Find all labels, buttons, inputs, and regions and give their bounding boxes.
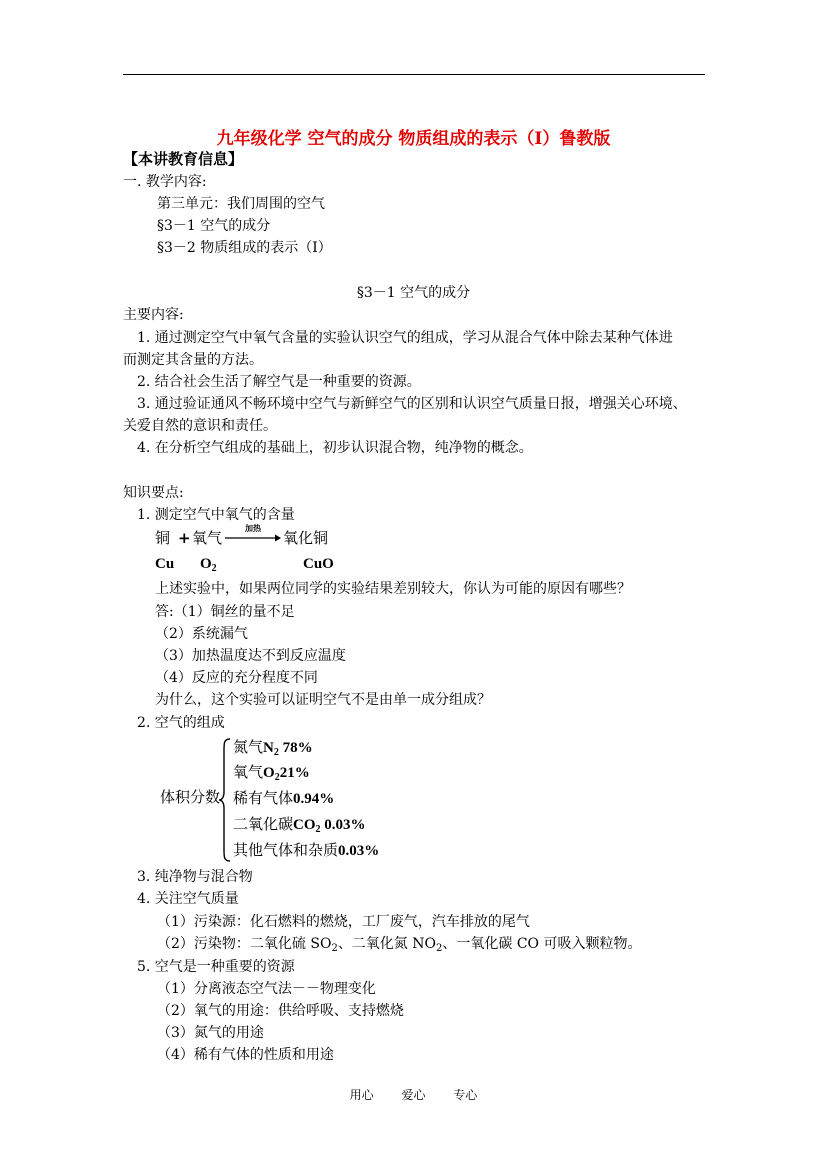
- volume-fraction-label: 体积分数: [160, 788, 221, 806]
- main-item-4: 4. 在分析空气组成的基础上，初步认识混合物，纯净物的概念。: [137, 440, 533, 456]
- main-item-1b: 而测定其含量的方法。: [123, 352, 263, 368]
- answer-1: 答:（1）铜丝的量不足: [155, 604, 295, 620]
- question-1: 上述实验中，如果两位同学的实验结果差别较大，你认为可能的原因有哪些？: [155, 581, 631, 597]
- main-item-1a: 1. 通过测定空气中氧气含量的实验认识空气的组成，学习从混合气体中除去某种气体进: [137, 330, 673, 346]
- resource-2: （2）氧气的用途：供给呼吸、支持燃烧: [157, 1003, 404, 1019]
- comp-row: 二氧化碳$CO_2$ 0.03%: [233, 815, 366, 835]
- resource-1: （1）分离液态空气法－－物理变化: [157, 981, 376, 997]
- info-header: 【本讲教育信息】: [123, 150, 244, 168]
- eq-plus: +: [178, 529, 191, 547]
- eq-condition: 加热: [245, 523, 261, 533]
- comp-row: 氧气$O_221\%$: [233, 763, 310, 783]
- brace: [218, 738, 232, 866]
- resource-4: （4）稀有气体的性质和用途: [157, 1047, 334, 1063]
- eq-oxygen: 氧气: [192, 529, 223, 547]
- main-item-3a: 3. 通过验证通风不畅环境中空气与新鲜空气的区别和认识空气质量日报，增强关心环境、: [137, 396, 687, 412]
- formula-o2: $O_2$: [200, 556, 217, 574]
- question-2: 为什么，这个实验可以证明空气不是由单一成分组成？: [155, 692, 491, 708]
- knowledge-item-5: 5. 空气是一种重要的资源: [137, 959, 295, 975]
- main-item-3b: 关爱自然的意识和责任。: [123, 418, 277, 434]
- teaching-sec1: §3－1 空气的成分: [157, 218, 271, 234]
- knowledge-item-1: 1. 测定空气中氧气的含量: [137, 507, 295, 523]
- page-footer: 用心 爱心 专心: [349, 1088, 478, 1102]
- answer-3: （3）加热温度达不到反应温度: [155, 648, 346, 664]
- teaching-unit: 第三单元：我们周围的空气: [157, 196, 325, 212]
- eq-copper: 铜: [155, 529, 171, 547]
- comp-row: 其他气体和杂质0.03%: [233, 841, 380, 859]
- resource-3: （3）氮气的用途: [157, 1025, 264, 1041]
- header-rule: [123, 74, 705, 75]
- answer-2: （2）系统漏气: [155, 626, 248, 642]
- pollution-source: （1）污染源：化石燃料的燃烧，工厂废气，汽车排放的尾气: [157, 914, 530, 930]
- comp-row: 氮气$N_2$ 78%: [233, 738, 313, 758]
- formula-cuo: CuO: [303, 556, 334, 572]
- formula-cu: Cu: [155, 556, 175, 572]
- reaction-arrow: [225, 523, 281, 541]
- teaching-sec2: §3－2 物质组成的表示（I）: [157, 240, 332, 256]
- knowledge-item-3: 3. 纯净物与混合物: [137, 869, 253, 885]
- page-title: 九年级化学 空气的成分 物质组成的表示（I）鲁教版: [216, 129, 611, 149]
- eq-product: 氧化铜: [283, 529, 329, 547]
- knowledge-item-4: 4. 关注空气质量: [137, 891, 239, 907]
- section-title: §3－1 空气的成分: [356, 285, 471, 301]
- knowledge-heading: 知识要点:: [123, 485, 184, 501]
- teaching-heading: 一. 教学内容:: [123, 174, 207, 190]
- comp-row: 稀有气体0.94%: [233, 789, 335, 807]
- pollutants: （2）污染物：二氧化硫 $SO_2$、二氧化氮 $NO_2$、一氧化碳 CO 可吸入颗粒物。: [157, 936, 642, 954]
- main-item-2: 2. 结合社会生活了解空气是一种重要的资源。: [137, 374, 421, 390]
- main-heading: 主要内容:: [123, 307, 184, 323]
- answer-4: （4）反应的充分程度不同: [155, 670, 318, 686]
- knowledge-item-2: 2. 空气的组成: [137, 715, 225, 731]
